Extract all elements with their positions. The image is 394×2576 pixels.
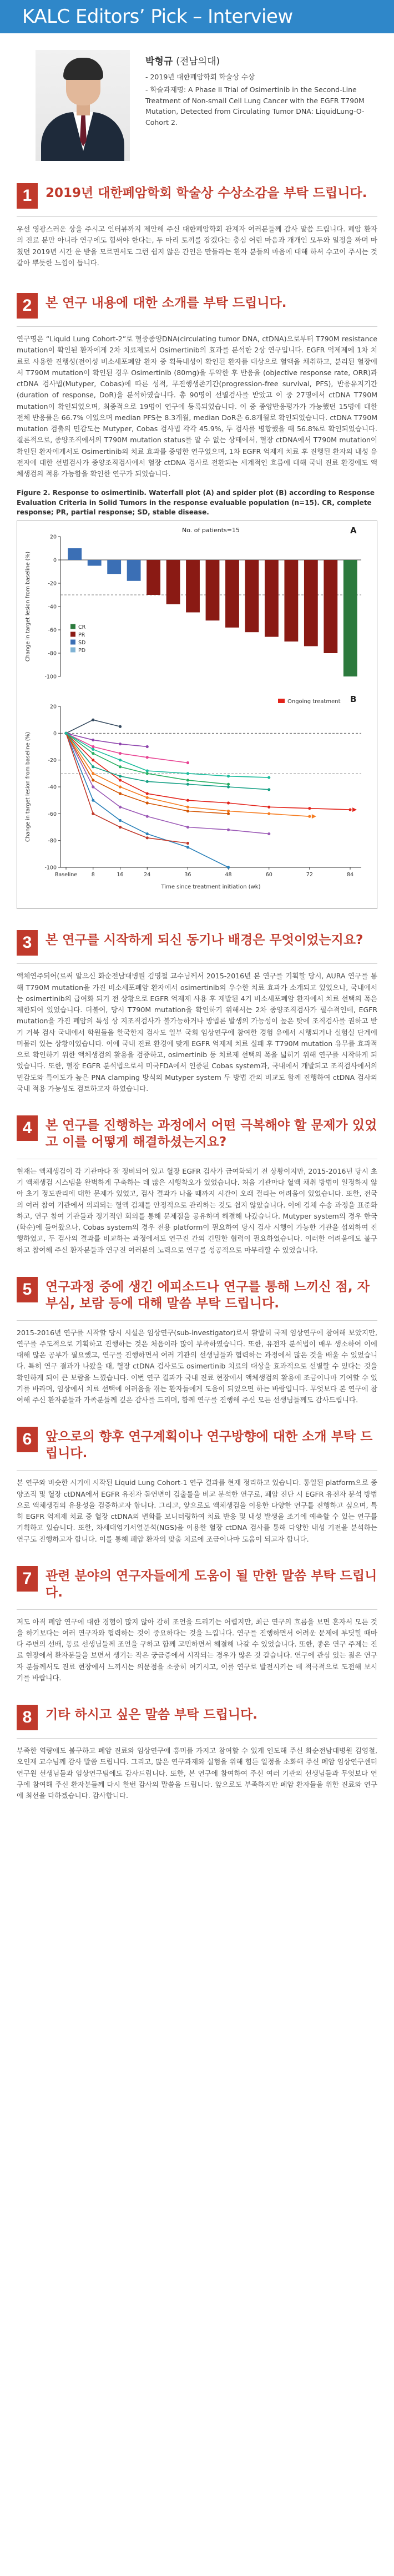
- series-point: [146, 832, 149, 835]
- spider-plot: [17, 690, 377, 906]
- legend-label: Ongoing treatment: [287, 699, 341, 705]
- page-title: KALC Editors’ Pick – Interview: [22, 6, 293, 28]
- series-line: [66, 734, 269, 834]
- section-number: 8: [17, 1705, 38, 1730]
- bar: [68, 548, 82, 560]
- y-tick-label-a: -80: [48, 650, 57, 657]
- section-body: 저도 아직 폐암 연구에 대한 경험이 많지 않아 감히 조언을 드리기는 어렵지만, 최근 연구의 흐름을 보면 혼자서 모든 것을 하기보다는 여러 연구자와 협력하는 것이 중요하다는 것을 느낍니다. 연구를 진행하면서 어려운 문제에 부딪힐 때마다 주변의 선배, 동료 선생님들께 조언을 구하고 함께 고민하면서 해결해 나갈 수 있었습니다. 또한, 좋은 연구 주제는 진료 현장에서 환자분들을 보면서 생기는 작은 궁금증에서 시작되는 경우가 많은 것 같습니다. 연구에 관심 있는 젊은 연구자 분들께서도 진료 현장에서 느끼시는 의문점을 소중히 여기시고, 이를 연구로 발전시키는 데 적극적으로 도전해 보시기를 바랍니다.: [17, 1617, 377, 1682]
- section-8: [0, 1700, 394, 1801]
- section-body: 본 연구와 비슷한 시기에 시작된 Liquid Lung Cohort-1 연구 결과를 현재 정리하고 있습니다. 통일된 platform으로 종양조직 및 혈장 ctDNA에서 EGFR 유전자 돌연변이 검출률을 비교 분석한 연구로, 폐암 진단 시 EGFR 유전자 분석 방법으로 액체생검의 유용성을 검증하고자 합니다. 그리고, 앞으로도 액체생검을 이용한 다양한 연구를 진행하고 싶으며, 특히 EGFR 억제제 치료 중 혈장 ctDNA의 변화를 모니터링하여 치료 반응 및 내성 발생을 조기에 예측할 수 있는 연구를 기획하고 있습니다. 또한, 차세대염기서열분석(NGS)을 이용한 혈장 ctDNA 검사를 통해 다양한 내성 기전을 분석하는 연구도 진행하고자 합니다. 이를 통해 폐암 환자의 맞춤 치료에 조금이나마 도움이 되고자 합니다.: [17, 1478, 377, 1543]
- y-tick-label-b: 0: [53, 731, 57, 738]
- series-point: [92, 786, 94, 789]
- waterfall-plot: [17, 521, 377, 688]
- bar: [186, 560, 200, 613]
- series-point: [92, 812, 94, 815]
- y-tick-label-b: -20: [48, 757, 57, 764]
- profile-name: 박형규: [145, 56, 173, 67]
- series-point: [92, 759, 94, 761]
- series-point: [92, 745, 94, 748]
- legend-swatch: [70, 632, 75, 637]
- series-line: [66, 734, 229, 868]
- profile-project: - 학술과제명: A Phase II Trial of Osimertinib in the Second-Line Treatment of Non-small Cell Lung Cancer with the EGFR T790M Mutation, Detected from Circulating Tumor DNA: LiquidLung-O-Cohort 2.: [145, 85, 365, 127]
- section-body: 우선 영광스러운 상을 주시고 인터뷰까지 제안해 주신 대한폐암학회 관계자 여러분들께 감사 말씀 드립니다. 폐암 환자의 진료 분만 아니라 연구에도 힘써야 한다는, 두 마리 토끼를 잡겠다는 충심 어린 마음과 개개인 모두와 일정을 짜며 마쳤던 2019년 시간 운 받을 모르면서도 그런 쉽지 않은 간인은 만들라는 환자 분들의 마음에 대해 하셔 수고이 주시는 것 같아 뿌듯한 느낌이 듭니다.: [17, 225, 377, 267]
- page-header: [0, 0, 394, 33]
- panel-label-b: B: [350, 694, 357, 705]
- section-body: 부족한 역량에도 불구하고 폐암 진료와 임상연구에 흥미를 가지고 참여할 수 있게 인도해 주신 화순전남대병원 김영철, 오인재 교수님께 감사 말씀 드립니다. 그리고, 많은 연구과제와 실험을 위해 힘든 일정을 소화해 주신 폐암 임상연구센터 연구원 선생님들과 임상연구팀에도 감사드립니다. 또한, 본 연구에 참여하여 주신 여러 기관의 선생님들과 무엇보다 연구에 참여해 주신 환자분들께 다시 한번 감사의 말씀을 드립니다. 앞으로도 부족하지만 폐암 환자들을 위한 진료와 연구에 최선을 다하겠습니다. 감사합니다.: [17, 1746, 377, 1800]
- series-line: [66, 734, 188, 843]
- y-tick-label-b: -80: [48, 838, 57, 845]
- series-point: [267, 806, 270, 809]
- series-point: [348, 809, 351, 811]
- section-body: 연구명은 “Liquid Lung Cohort-2”로 혈중종양DNA(circulating tumor DNA, ctDNA)으로부터 T790M resistance mutation이 확인된 환자에게 2차 치료제로서 Osimertinib의 효과를 분석한 2상 연구입니다. EGFR 억제제에 1차 치료로 사용한 진행성(전이성 비소세포폐암 환자 중 획득내성이 확인된 환자를 대상으로 혈액을 채취하고, 분리된 혈장에서 T790M mutation이 확인된 경우 Osimertinib (80mg)을 투약한 후 반응율 (objective response rate, ORR)과 ctDNA 검사법(Mutyper, Cobas)에 따른 성적, 무진행생존기간(progression-free survival, PFS), 반응유지기간(duration of response, DoR)을 분석하였습니다. 총 90명이 선별검사를 받았고 이 중 27명에서 ctDNA T790M mutation이 확인되었으며, 최종적으로 19명이 연구에 등록되었습니다. 이 중 종양반응평가가 가능했던 15명에 대한 전체 반응률은 66.7% 이었으며 median PFS는 8.3개월, median DoR은 6.8개월로 확인되었습니다. ctDNA T790M mutation 검출의 민감도는 Mutyper, Cobas 검사법 각각 45.9%, 두 검사를 병합했을 때 56.8%로 확인되었습니다. 결론적으로, 종양조직에서의 T790M mutation status를 알 수 없는 상태에서, 혈장 ctDNA에서 T790M mutation이 확인된 환자에게서도 Osimertinib의 치료 효과를 증명한 연구였으며, 1차 EGFR 억제제 치료 후 진행된 환자의 내성 유전자에 대한 선별검사가 종양조직검사에서 혈장 ctDNA 검사로 전환되는 세계적인 흐름에 대해 국내 진료 환경에도 액체생검의 적용 가능함을 확인한 연구가 되었습니다.: [17, 335, 377, 478]
- x-tick-label-b: 24: [144, 872, 151, 878]
- section-5: [0, 1272, 394, 1406]
- section-1: [0, 179, 394, 269]
- x-tick-label-b: 48: [225, 872, 232, 878]
- y-tick-label-a: 0: [53, 557, 57, 564]
- profile-award: - 2019년 대한폐암학회 학술상 수상: [145, 73, 255, 81]
- x-tick-label-b: 72: [306, 872, 313, 878]
- series-point: [308, 807, 311, 810]
- series-point: [227, 802, 230, 805]
- section-body: 현재는 액체생검이 각 기관마다 잘 정비되어 있고 혈장 EGFR 검사가 급여화되기 전 상황이지만, 2015-2016년 당시 초기 액체생검 시스템을 완벽하게 구축하는 데 많은 시행착오가 있었습니다. 처음 기관마다 혈액 채취 방법이 일정하지 않아 초기 정도관리에 대한 문제가 있었고, 검사 결과가 나올 때까지 시간이 오래 걸리는 어려움이 있었습니다. 또한, 전국의 여러 참여 기관에서 의뢰되는 혈액 검체를 안정적으로 관리하는 것도 쉽지 않았습니다. 이에 검체 수송 과정을 표준화하고, 연구 참여 기관들과 정기적인 회의를 통해 문제점을 공유하며 해결해 나갔습니다. Mutyper system의 경우 한국(화순)에 들어왔으나, Cobas system의 경우 전용 platform이 필요하여 당시 검사 시행이 가능한 기관을 섭외하여 진행하였고, 두 검사의 결과를 비교하는 과정에서도 연구진 간의 긴밀한 협력이 필요하였습니다. 이러한 어려움에도 불구하고 참여해 주신 환자분들과 연구진 여러분의 노력으로 연구를 성공적으로 마무리할 수 있었습니다.: [17, 1166, 377, 1254]
- series-point: [146, 756, 149, 759]
- profile: [0, 33, 394, 166]
- y-tick-label-b: 20: [49, 704, 57, 710]
- chart-title-a: No. of patients=15: [182, 527, 240, 534]
- y-axis-label-b: Change in target lesion from baseline (%): [25, 732, 31, 842]
- series-point: [227, 775, 230, 777]
- series-point: [146, 745, 149, 748]
- series-point: [227, 829, 230, 831]
- section-title: 기타 하시고 싶은 말씀 부탁 드립니다.: [46, 1708, 258, 1723]
- section-title: 관련 분야의 연구자들에게 도움이 될 만한 말씀 부탁 드립니다.: [46, 1568, 377, 1600]
- series-point: [146, 792, 149, 795]
- figure-2: [17, 521, 377, 909]
- legend-label: PR: [78, 632, 85, 639]
- profile-affiliation: (전남의대): [176, 56, 220, 67]
- x-tick-label-b: Baseline: [54, 872, 78, 878]
- series-point: [146, 780, 149, 783]
- bar: [225, 560, 239, 628]
- bar: [245, 560, 259, 632]
- series-line: [66, 734, 269, 790]
- section-number: 3: [17, 930, 38, 956]
- bar: [324, 560, 337, 653]
- y-tick-label-b: -100: [44, 865, 57, 871]
- y-tick-label-a: 20: [49, 534, 57, 541]
- legend-label: PD: [78, 648, 86, 654]
- y-tick-label-a: -60: [48, 627, 57, 634]
- series-point: [146, 837, 149, 840]
- series-point: [267, 776, 270, 779]
- series-point: [267, 832, 270, 835]
- series-point: [119, 752, 122, 755]
- x-tick-label-b: 60: [265, 872, 272, 878]
- section-number: 6: [17, 1427, 38, 1452]
- series-point: [119, 806, 122, 809]
- legend-label: CR: [78, 624, 86, 631]
- y-axis-label-a: Change in target lesion from baseline (%): [25, 552, 31, 662]
- bar: [304, 560, 318, 646]
- series-point: [146, 815, 149, 818]
- section-number: 4: [17, 1115, 38, 1141]
- legend-swatch: [70, 648, 75, 653]
- series-point: [186, 799, 189, 802]
- figure-caption: Figure 2. Response to osimertinib. Waterfall plot (A) and spider plot (B) according to Response Evaluation Criteria in Solid Tumors in the response evaluable population (n=15). CR, complete response; PR, partial response; SD, stable disease.: [17, 489, 375, 517]
- section-6: [0, 1422, 394, 1544]
- series-point: [227, 783, 230, 786]
- series-point: [146, 796, 149, 799]
- x-tick-label-b: 16: [117, 872, 124, 878]
- bar: [166, 560, 180, 604]
- series-point: [146, 770, 149, 772]
- series-point: [186, 826, 189, 829]
- series-point: [227, 812, 230, 815]
- x-axis-label-b: Time since treatment initiation (wk): [161, 884, 261, 891]
- bar: [265, 560, 279, 637]
- series-point: [186, 761, 189, 764]
- series-line: [66, 720, 120, 734]
- ongoing-arrow: [352, 808, 357, 812]
- series-point: [186, 846, 189, 849]
- x-tick-label-b: 84: [346, 872, 354, 878]
- x-tick-label-b: 8: [91, 872, 95, 878]
- bar: [284, 560, 298, 642]
- section-number: 7: [17, 1566, 38, 1592]
- bar: [88, 560, 102, 566]
- series-point: [92, 739, 94, 741]
- series-point: [119, 792, 122, 795]
- section-3: [0, 926, 394, 1094]
- section-title: 본 연구 내용에 대한 소개를 부탁 드립니다.: [46, 296, 287, 310]
- series-point: [92, 719, 94, 721]
- y-tick-label-b: -40: [48, 784, 57, 791]
- section-number: 5: [17, 1277, 38, 1302]
- bar: [107, 560, 121, 574]
- y-tick-label-a: -100: [44, 674, 57, 680]
- series-point: [186, 772, 189, 775]
- series-point: [119, 819, 122, 822]
- series-point: [119, 779, 122, 782]
- series-point: [227, 810, 230, 812]
- section-number: 1: [17, 183, 38, 209]
- x-tick-label-b: 36: [184, 872, 191, 878]
- series-point: [119, 775, 122, 777]
- series-point: [119, 759, 122, 761]
- series-point: [308, 815, 311, 818]
- series-point: [119, 766, 122, 769]
- section-title: 연구과정 중에 생긴 에피소드나 연구를 통해 느끼신 점, 자부심, 보람 등에 대해 말씀 부탁 드립니다.: [46, 1279, 370, 1311]
- section-4: [0, 1111, 394, 1256]
- y-tick-label-a: -20: [48, 580, 57, 587]
- section-title: 앞으로의 향후 연구계획이나 연구방향에 대한 소개 부탁 드립니다.: [46, 1430, 373, 1461]
- section-body: 액체연주되어(로써 알으신 화순전남대병원 김영철 교수님께서 2015-2016년 본 연구를 기획할 당시, AURA 연구를 통해 T790M mutation을 가진 비소세포폐암 환자에서 osimertinib의 우수한 치료 효과가 소개되고 있었으나, 국내에서는 osimertinib의 급여화 되기 전 상황으로 EGFR 억제제 사용 후 재발된 4기 비소세포폐암 환자에서 치료 선택의 폭은 제한되어 있었습니다. 더불어, 당시 T790M mutation을 확인하기 위해서는 2차 종양조직검사가 필수적인데, EGFR mutation을 가진 폐암의 특성 상 지조직검사가 불가능하거나 방법론 발생의 가능성이 높은 탓에 조직검사를 권하고 받기 거북 검사 국내에서 학원들을 한국한지 검사도 일부 국회 임상연구에 참여한 경험 유에서 시행되거나 실험실 단계에 머물러 있는 상황이었습니다. 이에 국내 진료 환경에 맞게 EGFR 억제제 치료 실패 후 T790M mutation 유무를 효과적으로 확인하기 위한 액체생검의 활용을 검증하고, osimertinib 등 치료제 선택의 폭을 넓히기 위해 연구를 시작하게 되었습니다. 또한, 혈장 EGFR 분석법으로서 미국FDA에서 인증된 Cobas system과, 국내에서 개발되고 조직검사에서의 민감도와 특이도가 높은 PNA clamping 방식의 Mutyper system 두 방법 간의 비교도 함께 진행하여 ctDNA 검사의 국내 적용 가능성도 검토하고자 하였습니다.: [17, 972, 377, 1093]
- series-line: [66, 734, 147, 747]
- series-point: [227, 866, 230, 869]
- series-point: [227, 786, 230, 789]
- bar: [344, 560, 357, 676]
- legend-swatch: [70, 624, 75, 629]
- y-tick-label-b: -60: [48, 811, 57, 818]
- series-point: [64, 732, 67, 735]
- series-point: [186, 842, 189, 845]
- panel-label-a: A: [350, 526, 357, 536]
- series-point: [146, 772, 149, 775]
- series-point: [119, 743, 122, 745]
- series-point: [186, 783, 189, 786]
- series-point: [92, 779, 94, 782]
- series-point: [186, 779, 189, 782]
- legend-swatch: [278, 699, 285, 703]
- profile-photo: [36, 50, 130, 161]
- ongoing-arrow: [312, 815, 316, 819]
- section-7: [0, 1562, 394, 1684]
- y-tick-label-a: -40: [48, 604, 57, 610]
- series-point: [92, 766, 94, 769]
- section-2: [0, 289, 394, 909]
- series-point: [92, 748, 94, 751]
- profile-info: [145, 50, 372, 161]
- series-point: [119, 786, 122, 789]
- bar: [147, 560, 160, 595]
- section-title: 본 연구를 진행하는 과정에서 어떤 극복해야 할 문제가 있었고 이를 어떻게 해결하셨는지요?: [46, 1118, 377, 1150]
- series-point: [146, 802, 149, 805]
- bar: [206, 560, 220, 620]
- section-title: 2019년 대한폐암학회 학술상 수상소감을 부탁 드립니다.: [46, 186, 367, 200]
- series-point: [267, 812, 270, 815]
- series-point: [186, 810, 189, 812]
- series-point: [92, 799, 94, 802]
- section-title: 본 연구를 시작하게 되신 동기나 배경은 무엇이었는지요?: [46, 933, 363, 948]
- legend-swatch: [70, 640, 75, 645]
- series-point: [119, 826, 122, 829]
- bar: [127, 560, 141, 581]
- legend-label: SD: [78, 640, 86, 646]
- section-number: 2: [17, 293, 38, 319]
- series-point: [92, 772, 94, 775]
- series-point: [267, 789, 270, 791]
- series-point: [119, 725, 122, 728]
- series-point: [186, 806, 189, 809]
- series-point: [92, 752, 94, 755]
- section-body: 2015-2016년 연구를 시작할 당시 시설은 임상연구(sub-investigator)로서 활발히 국제 임상연구에 참여해 보았지만, 연구를 주도적으로 기획하고 진행하는 것은 처음이라 많이 부족하였습니다. 또한, 유전자 분석법이 매우 생소하여 이에 대해 많은 공부가 필요했고, 연구를 진행하면서 여러 기관의 선생님들과 협력하는 과정에서 많은 것을 배울 수 있었습니다. 특히 연구 결과가 나왔을 때, 혈장 ctDNA 검사로도 osimertinib 치료의 대상을 효과적으로 선별할 수 있다는 것을 확인하게 되어 큰 보람을 느꼈습니다. 이번 연구 결과가 국내 진료 현장에서 액체생검의 활용에 조금이나마 기여할 수 있기를 바라며, 임상에서 치료 선택에 어려움을 겪는 환자들에게 도움이 되었으면 하는 바람입니다. 무엇보다 본 연구에 참여해 주신 환자분들과 가족분들께 깊은 감사를 드리며, 함께 연구를 진행해 주신 모든 선생님들께도 감사드립니다.: [17, 1328, 377, 1405]
